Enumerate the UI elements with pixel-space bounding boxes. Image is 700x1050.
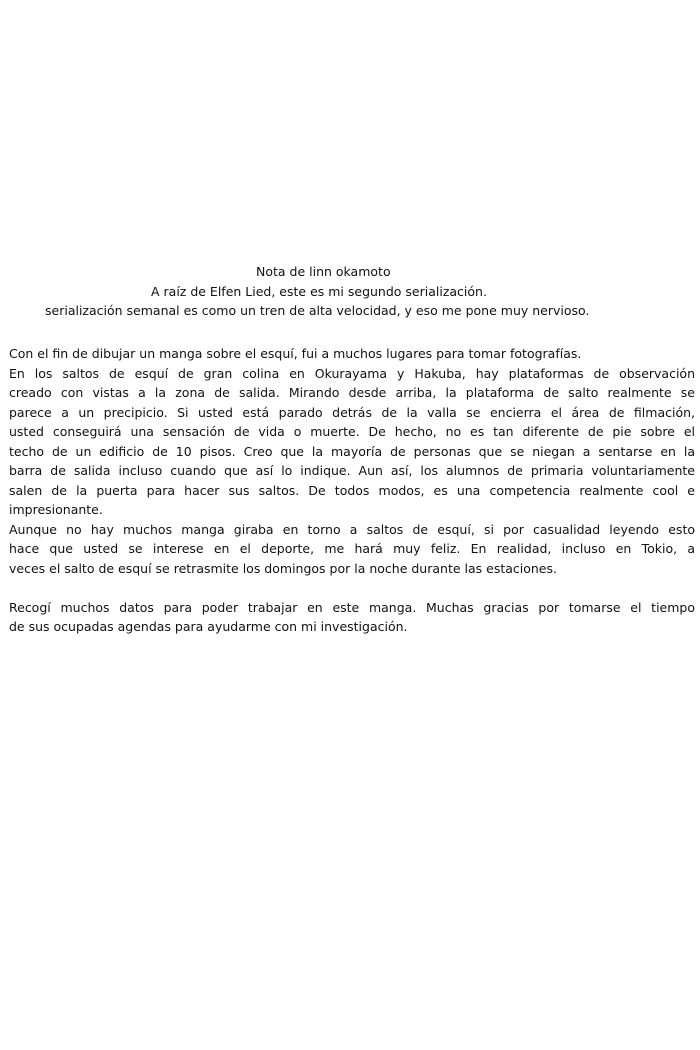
note-subtitle: A raíz de Elfen Lied, este es mi segundo serialización. xyxy=(151,283,487,299)
text-line: techo de un edificio de 10 pisos. Creo que la mayoría de personas que se niegan a sentarse en la xyxy=(9,443,695,459)
text-line: impresionante. xyxy=(9,502,103,517)
note-subtitle-2: serialización semanal es como un tren de alta velocidad, y eso me pone muy nervioso. xyxy=(45,303,590,318)
text-line: de sus ocupadas agendas para ayudarme con mi investigación. xyxy=(9,619,408,634)
text-line: Recogí muchos datos para poder trabajar en este manga. Muchas gracias por tomarse el tiempo xyxy=(9,599,695,615)
text-line: barra de salida incluso cuando que así lo indique. Aun así, los alumnos de primaria voluntariamente xyxy=(9,463,695,478)
note-title: Nota de linn okamoto xyxy=(256,264,391,279)
text-line: parece a un precipicio. Si usted está parado detrás de la valla se encierra el área de filmación, xyxy=(9,404,695,420)
text-line: veces el salto de esquí se retrasmite los domingos por la noche durante las estaciones. xyxy=(9,560,557,576)
text-line: usted conseguirá una sensación de vida o muerte. De hecho, no es tan diferente de pie sobre el xyxy=(9,424,695,439)
note-heading xyxy=(0,262,700,321)
text-line: hace que usted se interese en el deporte, me hará muy feliz. En realidad, incluso en Tokio, a xyxy=(9,541,695,556)
text-line: salen de la puerta para hacer sus saltos. De todos modos, es una competencia realmente cool e xyxy=(9,482,695,498)
note-body xyxy=(9,344,695,637)
text-line: Aunque no hay muchos manga giraba en torno a saltos de esquí, si por casualidad leyendo esto xyxy=(9,521,695,537)
text-line: Con el fin de dibujar un manga sobre el esquí, fui a muchos lugares para tomar fotografías. xyxy=(9,346,582,361)
text-line: En los saltos de esquí de gran colina en Okurayama y Hakuba, hay plataformas de observación xyxy=(9,365,695,381)
paragraph-gap xyxy=(9,578,695,598)
text-line: creado con vistas a la zona de salida. Mirando desde arriba, la plataforma de salto realmente se xyxy=(9,385,695,400)
